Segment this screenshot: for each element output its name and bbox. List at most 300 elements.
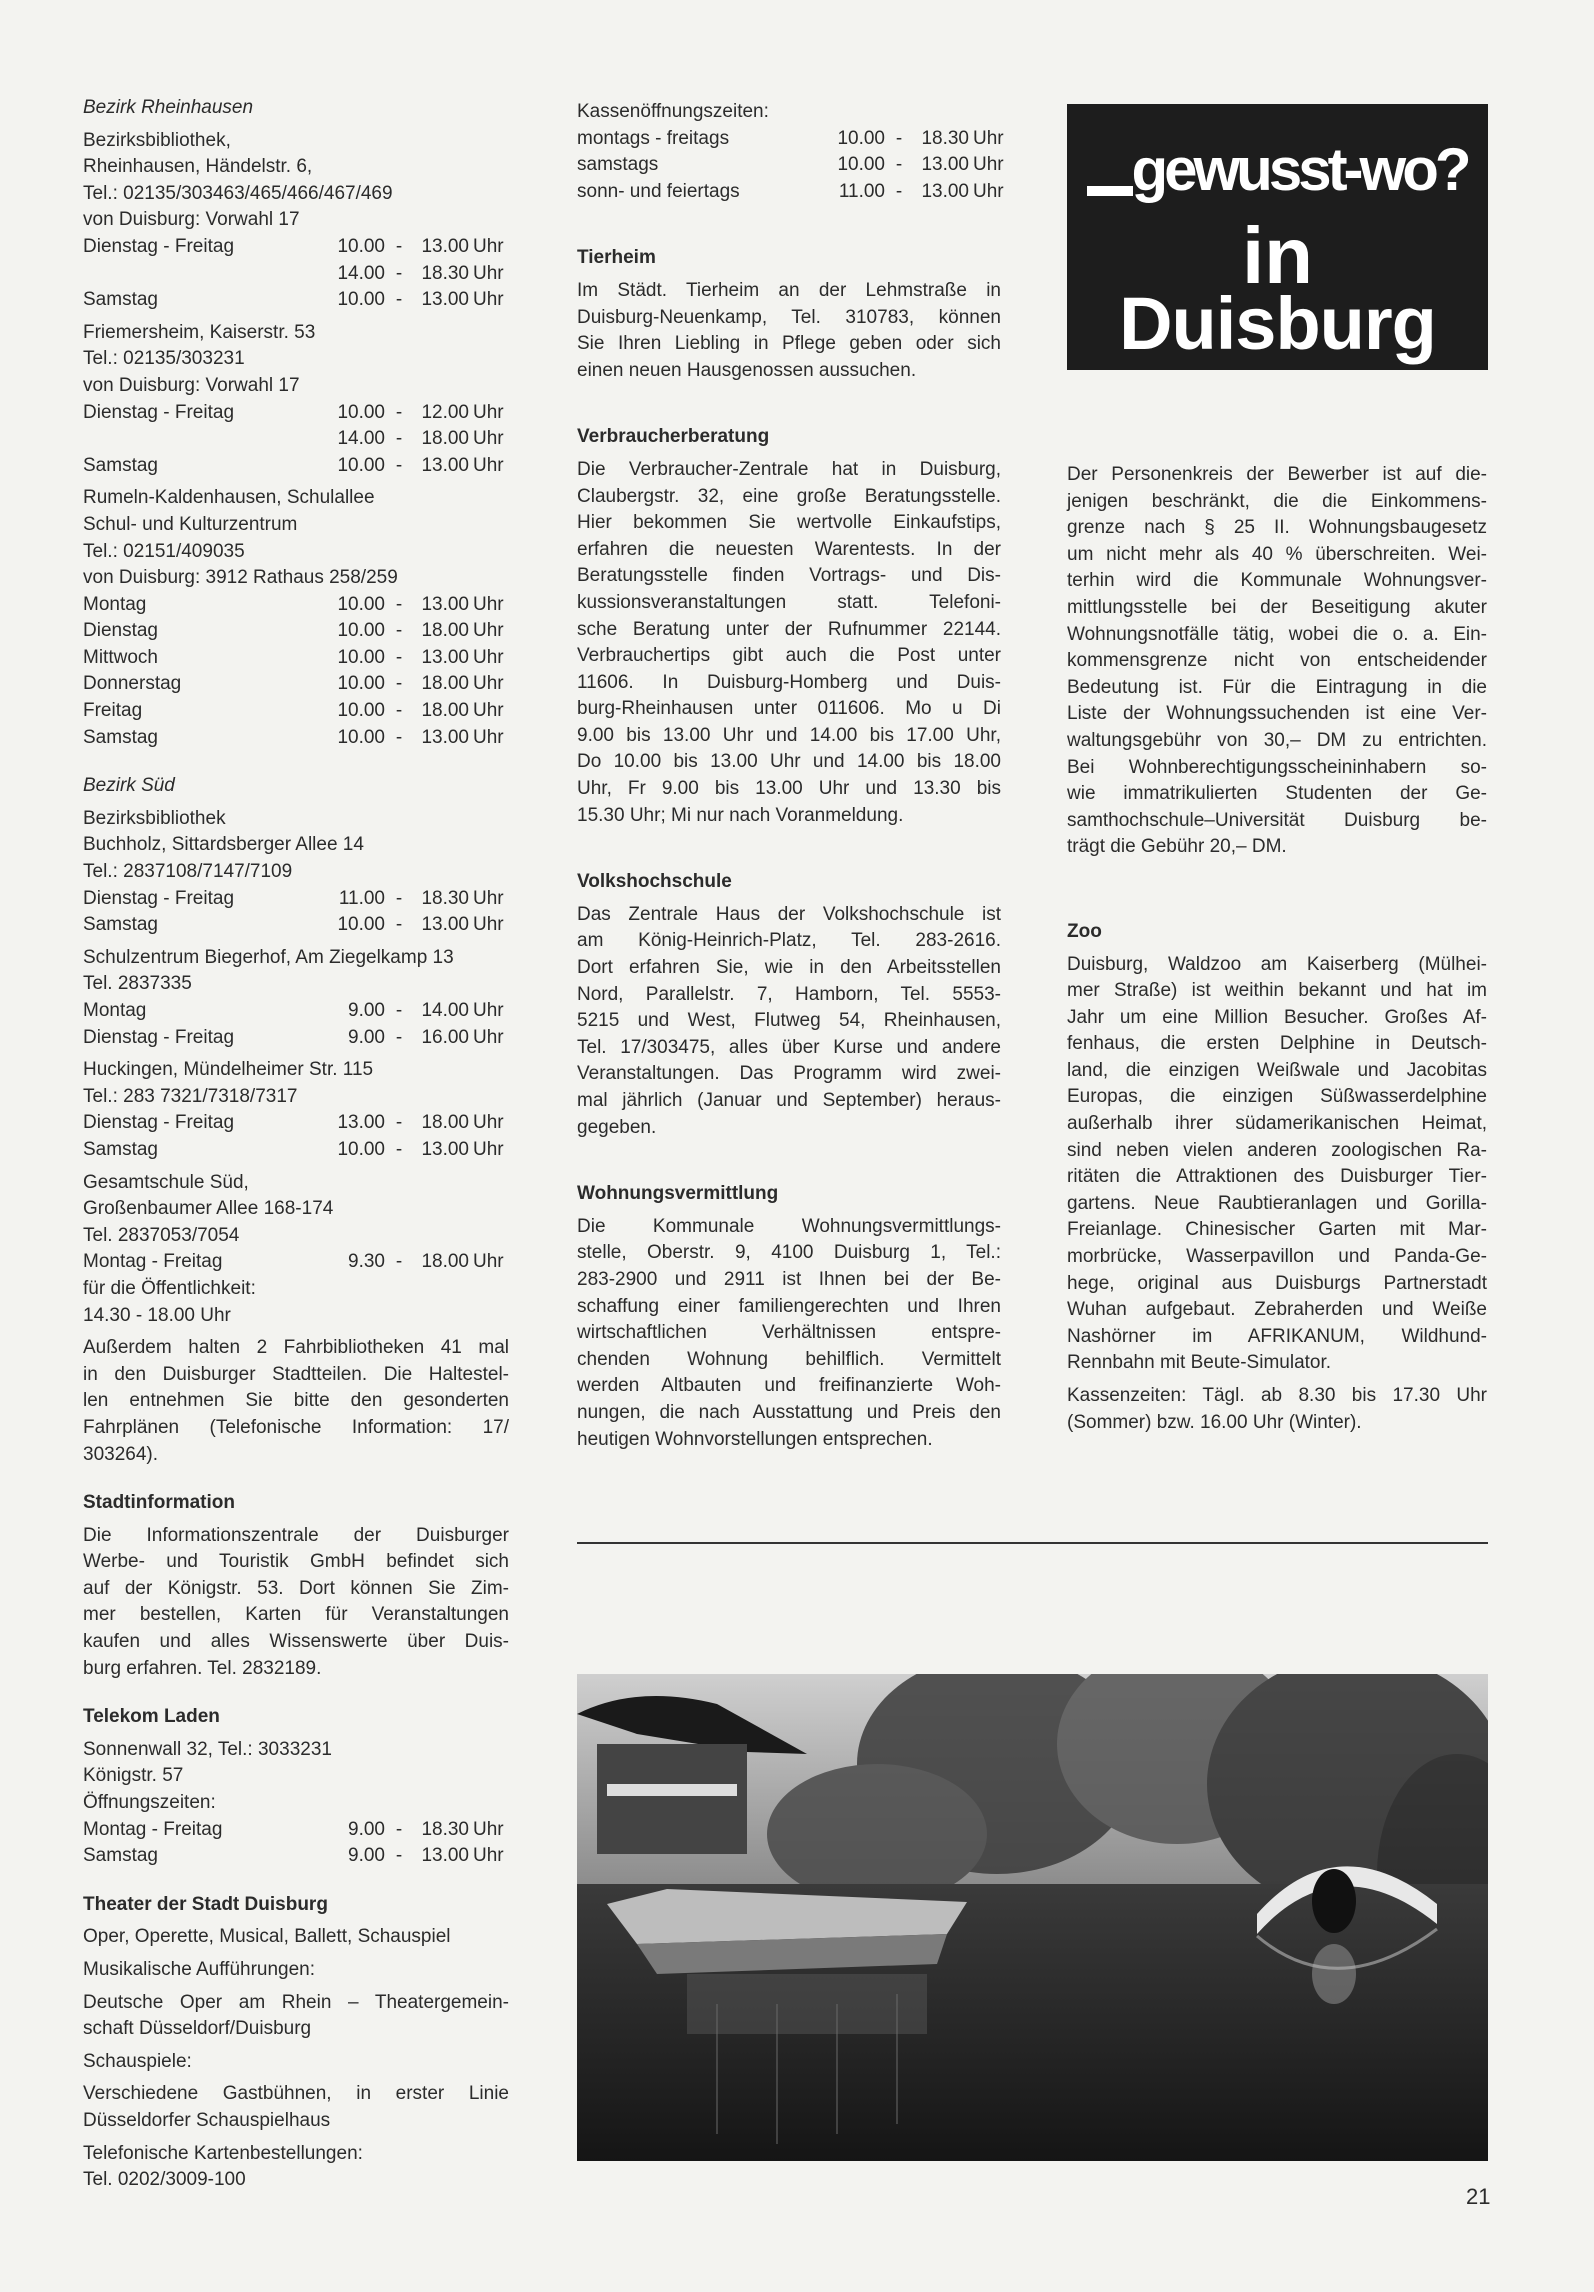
uhr-label: Uhr — [973, 180, 1004, 202]
uhr-label: Uhr — [473, 1251, 504, 1273]
paragraph-line: heutigen Wohnvorstellungen entsprechen. — [577, 1428, 933, 1450]
text-line: Sonnenwall 32, Tel.: 3033231 — [83, 1738, 332, 1760]
paragraph-line: gegeben. — [577, 1116, 657, 1138]
district-heading: Bezirk Rheinhausen — [83, 97, 254, 118]
time-dash: - — [395, 700, 403, 722]
uhr-label: Uhr — [473, 428, 504, 450]
uhr-label: Uhr — [473, 454, 504, 476]
end-time: 18.00 — [421, 673, 469, 695]
banner-line-1-text: gewusst-wo? — [1131, 136, 1468, 203]
paragraph-line: Freianlage. Chinesischer Garten mit Mar- — [1067, 1219, 1487, 1241]
end-time: 13.00 — [421, 235, 469, 257]
day-label: Montag — [83, 593, 147, 615]
end-time: 18.30 — [921, 127, 969, 149]
paragraph-line: terhin wird die Kommunale Wohnungsver- — [1067, 570, 1487, 592]
section — [83, 1704, 509, 1870]
paragraph-line: sind neben vielen anderen zoologischen Ra- — [1067, 1139, 1487, 1161]
paragraph-line: 9.00 bis 13.00 Uhr und 14.00 bis 17.00 Uhr, — [577, 724, 1001, 746]
text-line: Gesamtschule Süd, — [83, 1171, 249, 1193]
day-label: Donnerstag — [83, 673, 182, 695]
day-label: Freitag — [83, 700, 143, 722]
text-line: Telefonische Kartenbestellungen: — [83, 2142, 363, 2164]
day-label: samstags — [577, 154, 659, 176]
paragraph-line: Dort erfahren Sie, wie in den Arbeitsstellen — [577, 957, 1001, 979]
uhr-label: Uhr — [473, 1000, 504, 1021]
paragraph-line: Die Kommunale Wohnungsvermittlungs- — [577, 1215, 1001, 1237]
end-time: 14.00 — [421, 1000, 469, 1021]
uhr-label: Uhr — [473, 646, 504, 668]
entry — [83, 485, 509, 751]
entry — [83, 2081, 509, 2134]
time-dash: - — [395, 593, 403, 615]
end-time: 18.30 — [421, 887, 469, 909]
paragraph-line: Das Zentrale Haus der Volkshochschule ist — [577, 903, 1001, 925]
opening-hours-row — [83, 725, 509, 752]
paragraph-line: 283-2900 und 2911 ist Ihnen bei der Be- — [577, 1268, 1001, 1290]
entry — [83, 128, 509, 314]
start-time: 10.00 — [337, 726, 385, 748]
paragraph-line: Wohnungsnotfälle tätig, wobei die o. a. Ein- — [1067, 623, 1487, 645]
end-time: 18.00 — [421, 620, 469, 642]
paragraph-line: schaffung einer familiengerechten und Ihren — [577, 1295, 1001, 1317]
start-time: 9.00 — [348, 1026, 385, 1048]
time-dash: - — [395, 1112, 403, 1134]
start-time: 10.00 — [337, 673, 385, 695]
paragraph-line: Jahr um eine Million Besucher. Großes Af- — [1067, 1006, 1487, 1028]
uhr-label: Uhr — [473, 1026, 504, 1048]
opening-hours-row — [83, 400, 509, 427]
day-label: Dienstag - Freitag — [83, 401, 235, 423]
uhr-label: Uhr — [473, 235, 504, 257]
text-line: Schulzentrum Biegerhof, Am Ziegelkamp 13 — [83, 946, 454, 968]
start-time: 11.00 — [838, 180, 885, 202]
text-line: von Duisburg: Vorwahl 17 — [83, 374, 300, 396]
uhr-label: Uhr — [473, 673, 504, 695]
time-dash: - — [395, 1000, 403, 1021]
start-time: 9.30 — [348, 1251, 385, 1273]
day-label: Dienstag - Freitag — [83, 887, 235, 909]
start-time: 13.00 — [337, 1112, 385, 1134]
time-dash: - — [395, 1026, 403, 1048]
text-line: Schul- und Kulturzentrum — [83, 513, 298, 535]
time-dash: - — [395, 262, 403, 284]
time-dash: - — [395, 914, 403, 936]
time-dash: - — [395, 1138, 403, 1160]
paragraph-line: Veranstaltungen. Das Programm wird zwei- — [577, 1063, 1001, 1085]
time-dash: - — [395, 1251, 403, 1273]
paragraph-line: Im Städt. Tierheim an der Lehmstraße in — [577, 279, 1001, 301]
time-dash: - — [395, 726, 403, 748]
paragraph-line: Werbe- und Touristik GmbH befindet sich — [83, 1551, 509, 1573]
text-line: Kassenöffnungszeiten: — [577, 101, 769, 122]
section-heading: Stadtinformation — [83, 1492, 235, 1514]
entry — [1067, 1383, 1487, 1436]
entry — [83, 945, 509, 1051]
section — [577, 424, 1001, 829]
start-time: 9.00 — [348, 1845, 385, 1867]
entry — [577, 902, 1001, 1141]
horizontal-divider — [577, 1542, 1488, 1544]
entry — [83, 1170, 509, 1330]
uhr-label: Uhr — [473, 1818, 504, 1840]
paragraph-line: 15.30 Uhr; Mi nur nach Voranmeldung. — [577, 804, 904, 826]
uhr-label: Uhr — [473, 401, 504, 423]
paragraph-line: Die Verbraucher-Zentrale hat in Duisburg, — [577, 458, 1001, 480]
opening-hours-row — [83, 592, 509, 619]
start-time: 9.00 — [348, 1818, 385, 1840]
paragraph-line: (Sommer) bzw. 16.00 Uhr (Winter). — [1067, 1411, 1362, 1433]
paragraph-line: 303264). — [83, 1443, 159, 1465]
paragraph-line: Kassenzeiten: Tägl. ab 8.30 bis 17.30 Uhr — [1067, 1385, 1487, 1406]
day-label: Montag — [83, 1000, 147, 1021]
time-dash: - — [395, 454, 403, 476]
end-time: 18.00 — [421, 1251, 469, 1273]
end-time: 13.00 — [421, 646, 469, 668]
text-line: Rheinhausen, Händelstr. 6, — [83, 156, 313, 178]
section — [577, 99, 1004, 205]
opening-hours-row — [577, 126, 1004, 153]
uhr-label: Uhr — [473, 700, 504, 722]
paragraph-line: fenhaus, die ersten Delphine in Deutsch- — [1067, 1033, 1487, 1055]
section-heading: Tierheim — [577, 247, 656, 269]
start-time: 10.00 — [837, 154, 885, 176]
paragraph-line: kussionsveranstaltungen statt. Telefoni- — [577, 591, 1001, 613]
paragraph-line: mer Straße) ist weithin bekannt und hat im — [1067, 980, 1487, 1002]
paragraph-line: samthochschule–Universität Duisburg be- — [1067, 809, 1487, 831]
uhr-label: Uhr — [473, 262, 504, 284]
uhr-label: Uhr — [473, 593, 504, 615]
start-time: 10.00 — [337, 235, 385, 257]
paragraph-line: kaufen und alles Wissenswerte über Duis- — [83, 1631, 509, 1653]
opening-hours-row — [83, 261, 509, 288]
section — [1067, 919, 1487, 1436]
time-dash: - — [395, 620, 403, 642]
uhr-label: Uhr — [473, 914, 504, 936]
banner-line-1 — [1067, 136, 1488, 203]
time-dash: - — [895, 154, 903, 176]
text-line: von Duisburg: Vorwahl 17 — [83, 209, 300, 231]
paragraph-line: Fahrplänen (Telefonische Information: 17/ — [83, 1416, 509, 1438]
opening-hours-row — [83, 886, 509, 913]
start-time: 10.00 — [337, 289, 385, 311]
section — [577, 245, 1001, 384]
opening-hours-row — [83, 234, 509, 261]
start-time: 10.00 — [337, 914, 385, 936]
entry — [577, 457, 1001, 829]
paragraph-line: waltungsgebühr von 30,– DM zu entrichten. — [1067, 729, 1487, 751]
end-time: 13.00 — [421, 914, 469, 936]
text-line: Großenbaumer Allee 168-174 — [83, 1198, 334, 1220]
paragraph-line: wirtschaftlichen Verhältnissen entspre- — [577, 1322, 1001, 1344]
column-3 — [1067, 458, 1487, 1436]
entry — [83, 1737, 509, 1870]
text-line: von Duisburg: 3912 Rathaus 258/259 — [83, 567, 398, 589]
uhr-label: Uhr — [473, 1138, 504, 1160]
paragraph-line: 5215 und West, Flutweg 54, Rheinhausen, — [577, 1010, 1001, 1032]
district-heading: Bezirk Süd — [83, 775, 175, 797]
paragraph-line: mer bestellen, Karten für Veranstaltungen — [83, 1604, 509, 1626]
opening-hours-row — [83, 1137, 509, 1164]
paragraph-line: chenden Wohnung behilflich. Vermittelt — [577, 1348, 1001, 1370]
end-time: 13.00 — [421, 1138, 469, 1160]
text-line: Tel.: 02151/409035 — [83, 540, 245, 562]
section — [577, 869, 1001, 1141]
time-dash: - — [395, 887, 403, 909]
text-line: Königstr. 57 — [83, 1765, 184, 1787]
page-number: 21 — [1466, 2184, 1491, 2209]
opening-hours-row — [83, 671, 509, 698]
start-time: 10.00 — [337, 401, 385, 423]
end-time: 13.00 — [421, 289, 469, 311]
paragraph-line: Der Personenkreis der Bewerber ist auf die- — [1067, 464, 1487, 485]
opening-hours-row — [83, 453, 509, 480]
end-time: 13.00 — [421, 593, 469, 615]
paragraph-line: erfahren die neuesten Warentests. In der — [577, 538, 1001, 560]
end-time: 13.00 — [421, 726, 469, 748]
paragraph-line: außerhalb ihrer südamerikanischen Heimat, — [1067, 1113, 1487, 1135]
time-dash: - — [395, 428, 403, 450]
entry — [83, 1523, 509, 1683]
opening-hours-row — [83, 426, 509, 453]
entry — [83, 1957, 509, 1984]
opening-hours-row — [83, 1843, 509, 1870]
day-label: Montag - Freitag — [83, 1818, 223, 1840]
start-time: 10.00 — [337, 620, 385, 642]
uhr-label: Uhr — [473, 1845, 504, 1867]
day-label: Montag - Freitag — [83, 1251, 223, 1273]
paragraph-line: land, die einzigen Weißwale und Jacobitas — [1067, 1059, 1487, 1081]
opening-hours-row — [83, 1817, 509, 1844]
paragraph-line: Do 10.00 bis 13.00 Uhr und 14.00 bis 18.00 — [577, 751, 1001, 773]
end-time: 18.30 — [421, 1818, 469, 1840]
day-label: Dienstag — [83, 620, 158, 642]
paragraph-line: Uhr, Fr 9.00 bis 13.00 Uhr und 13.30 bis — [577, 778, 1001, 800]
text-line: Musikalische Aufführungen: — [83, 1959, 316, 1980]
entry — [83, 806, 509, 939]
section-heading: Theater der Stadt Duisburg — [83, 1893, 328, 1915]
day-label: Samstag — [83, 1138, 158, 1160]
opening-hours-row — [83, 698, 509, 725]
text-line: Bezirksbibliothek — [83, 807, 226, 829]
paragraph-line: werden Altbauten und freifinanzierte Woh- — [577, 1375, 1001, 1397]
opening-hours-row — [83, 287, 509, 314]
paragraph-line: Rennbahn mit Beute-Simulator. — [1067, 1352, 1332, 1374]
paragraph-line: Duisburg, Waldzoo am Kaiserberg (Mülhei- — [1067, 953, 1487, 975]
section — [83, 1892, 509, 2194]
banner-underline-bar — [1087, 186, 1133, 196]
paragraph-line: 11606. In Duisburg-Homberg und Duis- — [577, 671, 1001, 693]
time-dash: - — [395, 235, 403, 257]
gewusst-wo-banner — [1067, 104, 1488, 370]
chinese-garden-photo — [577, 1674, 1488, 2161]
start-time: 14.00 — [337, 428, 385, 450]
paragraph-line: Bedeutung ist. Für die Eintragung in die — [1067, 676, 1487, 698]
opening-hours-row — [83, 1249, 509, 1276]
paragraph-line: Bei Wohnberechtigungsscheininhabern so- — [1067, 756, 1487, 778]
paragraph-line: trägt die Gebühr 20,– DM. — [1067, 836, 1287, 858]
paragraph-line: mittlungsstelle bei der Beseitigung akuter — [1067, 596, 1487, 618]
paragraph-line: Europas, die einzigen Süßwasserdelphine — [1067, 1086, 1487, 1108]
paragraph-line: mal jährlich (Januar und September) heraus- — [577, 1090, 1001, 1111]
time-dash: - — [395, 401, 403, 423]
paragraph-line: Hier bekommen Sie wertvolle Einkaufstips, — [577, 512, 1001, 534]
time-dash: - — [395, 1818, 403, 1840]
entry — [577, 99, 1004, 205]
section — [577, 1181, 1001, 1453]
uhr-label: Uhr — [473, 726, 504, 748]
end-time: 18.30 — [421, 262, 469, 284]
start-time: 10.00 — [337, 593, 385, 615]
section-heading: Volkshochschule — [577, 871, 732, 893]
start-time: 11.00 — [338, 887, 385, 909]
section — [83, 773, 509, 1468]
paragraph-line: len entnehmen Sie bitte den gesonderten — [83, 1390, 509, 1412]
paragraph-line: in den Duisburger Stadtteilen. Die Haltestel- — [83, 1363, 509, 1385]
banner-line-2: in — [1241, 211, 1314, 300]
paragraph-line: kommensgrenze nicht von entscheidender — [1067, 650, 1487, 672]
day-label: Samstag — [83, 289, 158, 311]
paragraph-line: Sie Ihren Liebling in Pflege geben oder sich — [577, 333, 1001, 355]
entry — [83, 1990, 509, 2043]
paragraph-line: nungen, die nach Ausstattung und Preis den — [577, 1401, 1001, 1423]
paragraph-line: um nicht mehr als 40 % überschreiten. Wei- — [1067, 543, 1487, 565]
start-time: 14.00 — [337, 262, 385, 284]
opening-hours-row — [577, 179, 1004, 206]
opening-hours-row — [83, 912, 509, 939]
paragraph-line: Claubergstr. 32, eine große Beratungsstelle. — [577, 485, 1001, 507]
end-time: 12.00 — [421, 401, 469, 423]
paragraph-line: stelle, Oberstr. 9, 4100 Duisburg 1, Tel.: — [577, 1242, 1001, 1264]
end-time: 18.00 — [421, 700, 469, 722]
start-time: 10.00 — [337, 1138, 385, 1160]
paragraph-line: wie immatrikulierten Studenten der Ge- — [1067, 783, 1487, 805]
section-heading: Verbraucherberatung — [577, 426, 770, 448]
paragraph-line: burg-Rheinhausen unter 011606. Mo u Di — [577, 698, 1001, 720]
end-time: 18.00 — [421, 428, 469, 450]
paragraph-line: sche Beratung unter der Rufnummer 22144. — [577, 618, 1001, 640]
entry — [83, 320, 509, 480]
day-label: sonn- und feiertags — [577, 180, 740, 202]
text-line: Öffnungszeiten: — [83, 1792, 216, 1814]
paragraph-line: Liste der Wohnungssuchenden ist eine Ver- — [1067, 703, 1487, 725]
section-heading: Zoo — [1067, 920, 1102, 942]
text-line: Buchholz, Sittardsberger Allee 14 — [83, 834, 364, 856]
paragraph-line: morbrücke, Wasserpavillon und Panda-Ge- — [1067, 1246, 1487, 1268]
uhr-label: Uhr — [473, 620, 504, 642]
start-time: 10.00 — [337, 454, 385, 476]
column-1 — [83, 95, 509, 2194]
day-label: Samstag — [83, 1845, 158, 1867]
paragraph-line: Verbrauchertips gibt auch die Post unter — [577, 645, 1001, 667]
paragraph-line: Wuhan aufgebaut. Zebraherden und Weiße — [1067, 1299, 1487, 1321]
start-time: 10.00 — [837, 127, 885, 149]
entry — [83, 2141, 509, 2194]
day-label: Samstag — [83, 726, 158, 748]
paragraph-line: burg erfahren. Tel. 2832189. — [83, 1657, 322, 1679]
day-label: Dienstag - Freitag — [83, 1026, 235, 1048]
paragraph-line: ritäten die Attraktionen des Duisburger Tier- — [1067, 1166, 1487, 1188]
paragraph-line: hege, original aus Duisburgs Partnerstadt — [1067, 1272, 1487, 1294]
opening-hours-row — [83, 1110, 509, 1137]
opening-hours-row — [83, 998, 509, 1025]
text-line: Tel.: 283 7321/7318/7317 — [83, 1085, 298, 1107]
end-time: 16.00 — [421, 1026, 469, 1048]
text-line: Tel. 2837053/7054 — [83, 1224, 240, 1246]
entry — [1067, 952, 1487, 1378]
text-line: Friemersheim, Kaiserstr. 53 — [83, 321, 316, 343]
text-line: Huckingen, Mündelheimer Str. 115 — [83, 1059, 374, 1081]
entry — [83, 1335, 509, 1468]
uhr-label: Uhr — [973, 154, 1004, 176]
time-dash: - — [395, 646, 403, 668]
section — [83, 1490, 509, 1682]
time-dash: - — [895, 180, 903, 202]
paragraph-line: Nashörner im AFRIKANUM, Wildhund- — [1067, 1325, 1487, 1347]
start-time: 9.00 — [348, 1000, 385, 1021]
text-line: 14.30 - 18.00 Uhr — [83, 1304, 231, 1326]
time-dash: - — [395, 1845, 403, 1867]
banner-line-3: Duisburg — [1119, 282, 1436, 365]
paragraph-line: schaft Düsseldorf/Duisburg — [83, 2018, 312, 2040]
start-time: 10.00 — [337, 646, 385, 668]
opening-hours-row — [83, 645, 509, 672]
section — [83, 95, 509, 751]
opening-hours-row — [577, 152, 1004, 179]
text-line: Tel. 2837335 — [83, 973, 192, 995]
paragraph-line: Außerdem halten 2 Fahrbibliotheken 41 mal — [83, 1337, 509, 1359]
text-line: Tel.: 02135/303463/465/466/467/469 — [83, 182, 393, 204]
day-label: Samstag — [83, 914, 158, 936]
paragraph-line: Duisburg-Neuenkamp, Tel. 310783, können — [577, 306, 1001, 328]
paragraph-line: gartens. Neue Raubtieranlagen und Gorilla- — [1067, 1192, 1487, 1214]
end-time: 13.00 — [921, 154, 969, 176]
uhr-label: Uhr — [473, 289, 504, 311]
paragraph-line: auf der Königstr. 53. Dort können Sie Zim- — [83, 1577, 509, 1599]
end-time: 18.00 — [421, 1112, 469, 1134]
time-dash: - — [395, 673, 403, 695]
opening-hours-row — [83, 1025, 509, 1052]
text-line: Schauspiele: — [83, 2050, 192, 2072]
paragraph-line: Die Informationszentrale der Duisburger — [83, 1524, 509, 1546]
text-line: Tel.: 2837108/7147/7109 — [83, 861, 293, 883]
entry — [577, 278, 1001, 384]
text-line: für die Öffentlichkeit: — [83, 1277, 256, 1299]
end-time: 13.00 — [921, 180, 969, 202]
entry — [1067, 462, 1487, 861]
start-time: 10.00 — [337, 700, 385, 722]
day-label — [83, 261, 319, 288]
paragraph-line: Oper, Operette, Musical, Ballett, Schauspiel — [83, 1926, 451, 1948]
paragraph-line: Verschiedene Gastbühnen, in erster Linie — [83, 2083, 509, 2105]
column-2 — [577, 95, 1004, 1453]
paragraph-line: am König-Heinrich-Platz, Tel. 283-2616. — [577, 930, 1001, 952]
paragraph-line: Beratungsstelle finden Vortrags- und Dis- — [577, 565, 1001, 587]
paragraph-line: Düsseldorfer Schauspielhaus — [83, 2109, 331, 2131]
section — [1067, 462, 1487, 861]
text-line: Rumeln-Kaldenhausen, Schulallee — [83, 487, 375, 509]
day-label: Dienstag - Freitag — [83, 235, 235, 257]
paragraph-line: Tel. 17/303475, alles über Kurse und andere — [577, 1036, 1001, 1058]
day-label: Samstag — [83, 454, 158, 476]
uhr-label: Uhr — [473, 1112, 504, 1134]
section-heading: Telekom Laden — [83, 1706, 220, 1728]
end-time: 13.00 — [421, 1845, 469, 1867]
paragraph-line: Deutsche Oper am Rhein – Theatergemein- — [83, 1991, 509, 2013]
section-heading: Wohnungsvermittlung — [577, 1183, 779, 1205]
time-dash: - — [895, 127, 903, 149]
day-label: Dienstag - Freitag — [83, 1112, 235, 1134]
opening-hours-row — [83, 618, 509, 645]
